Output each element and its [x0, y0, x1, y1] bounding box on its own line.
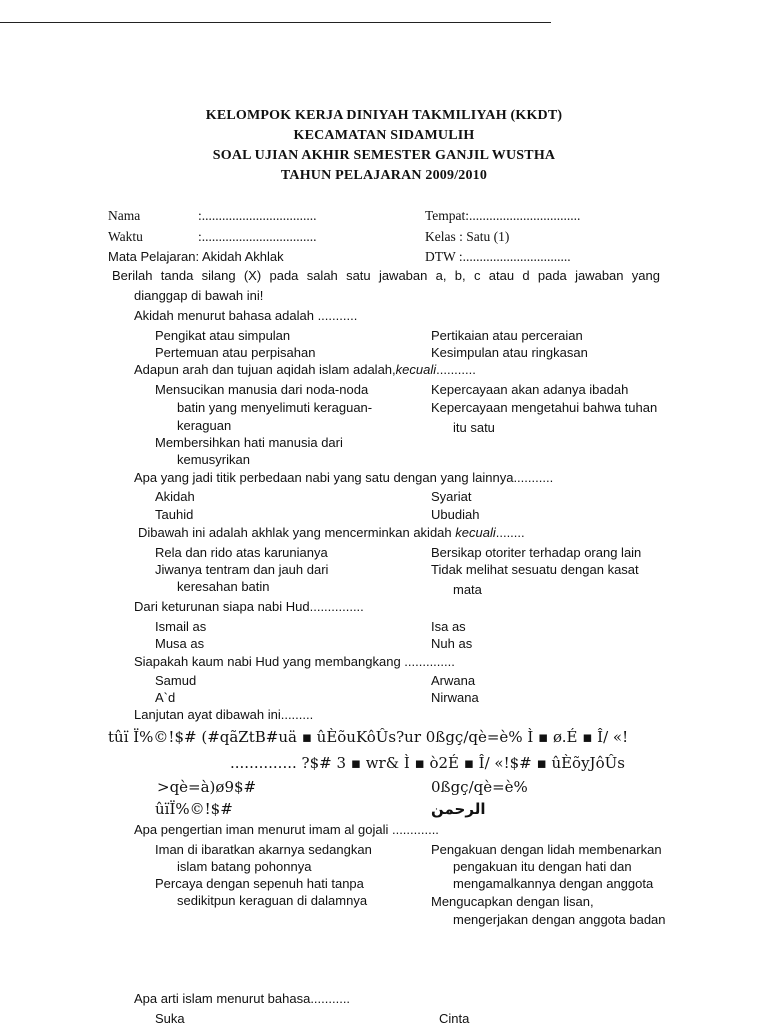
q2-option-c: Kepercayaan akan adanya ibadah	[431, 382, 629, 397]
instruction-line-1: Berilah tanda silang (X) pada salah satu jawaban a, b, c atau d pada jawaban yang	[112, 268, 660, 283]
q8-option-a-line1: Iman di ibaratkan akarnya sedangkan	[155, 842, 372, 857]
q8-option-a-line2: islam batang pohonnya	[177, 859, 312, 874]
dtw-field: DTW :................................	[425, 249, 571, 264]
q2-option-b-line2: kemusyrikan	[177, 452, 250, 467]
q2-option-b-line1: Membersihkan hati manusia dari	[155, 435, 343, 450]
header-line-1: KELOMPOK KERJA DINIYAH TAKMILIYAH (KKDT)	[205, 108, 563, 123]
q7-option-d: الرحمن	[431, 800, 486, 818]
header-line-3: SOAL UJIAN AKHIR SEMESTER GANJIL WUSTHA	[212, 148, 556, 163]
q4-option-b-line1: Jiwanya tentram dan jauh dari	[155, 562, 329, 577]
question-2	[134, 362, 476, 378]
question-4	[138, 525, 525, 541]
q1-option-b: Pertemuan atau perpisahan	[155, 345, 316, 360]
kelas-field: Kelas : Satu (1)	[425, 229, 510, 244]
q7-option-c: 0ßgç/qè=è%	[431, 778, 528, 796]
waktu-field: :..................................	[198, 229, 317, 244]
q4-option-b-line2: keresahan batin	[177, 579, 270, 594]
question-5: Dari keturunan siapa nabi Hud...............	[134, 599, 364, 614]
q6-option-a: Samud	[155, 673, 197, 688]
question-1: Akidah menurut bahasa adalah ...........	[134, 308, 358, 323]
q4-text: Dibawah ini adalah akhlak yang mencerminkan akidah	[138, 525, 452, 540]
q4-option-d-line2: mata	[453, 582, 482, 597]
tempat-field: Tempat:.................................	[425, 208, 581, 223]
q4-kecuali: kecuali	[455, 525, 496, 540]
mapel-field: Mata Pelajaran: Akidah Akhlak	[108, 249, 284, 264]
q6-option-d: Nirwana	[431, 690, 479, 705]
question-3: Apa yang jadi titik perbedaan nabi yang satu dengan yang lainnya...........	[134, 470, 554, 485]
q8-option-b-line1: Percaya dengan sepenuh hati tanpa	[155, 876, 364, 891]
q4-option-a: Rela dan rido atas karunianya	[155, 545, 328, 560]
q2-text: Adapun arah dan tujuan aqidah islam adalah,	[134, 362, 396, 377]
question-7: Lanjutan ayat dibawah ini.........	[134, 707, 314, 722]
q6-option-c: Arwana	[431, 673, 476, 688]
q3-option-c: Syariat	[431, 489, 472, 504]
header-line-4: TAHUN PELAJARAN 2009/2010	[280, 168, 488, 183]
instruction-line-2: dianggap di bawah ini!	[134, 288, 264, 303]
q9-option-c: Cinta	[439, 1011, 470, 1026]
q3-option-a: Akidah	[155, 489, 195, 504]
q8-option-c-line1: Pengakuan dengan lidah membenarkan	[431, 842, 662, 857]
q6-option-b: A`d	[155, 690, 176, 705]
q3-option-d: Ubudiah	[431, 507, 480, 522]
q1-option-a: Pengikat atau simpulan	[155, 328, 291, 343]
q3-option-b: Tauhid	[155, 507, 194, 522]
q2-option-a-line1: Mensucikan manusia dari noda-noda	[155, 382, 369, 397]
q8-option-b-line2: sedikitpun keraguan di dalamnya	[177, 893, 368, 908]
nama-label: Nama	[108, 208, 141, 223]
q9-option-a: Suka	[155, 1011, 185, 1026]
question-9: Apa arti islam menurut bahasa...........	[134, 991, 351, 1006]
q8-option-d-line2: mengerjakan dengan anggota badan	[453, 912, 666, 927]
question-6: Siapakah kaum nabi Hud yang membangkang ..............	[134, 654, 455, 669]
header-line-2: KECAMATAN SIDAMULIH	[293, 128, 475, 143]
q8-option-d-line1: Mengucapkan dengan lisan,	[431, 894, 594, 909]
q8-option-c-line2: pengakuan itu dengan hati dan	[453, 859, 632, 874]
q4-option-d-line1: Tidak melihat sesuatu dengan kasat	[431, 562, 639, 577]
q7-option-a: >qè=à)ø9$#	[157, 778, 257, 796]
q7-verse-line1: tûï Ï%©!$# (#qãZtB#uä ▪ ûÈõuKôÛs?ur 0ßgç/qè=è% Ì ▪ ø.É ▪ Î/ «!	[108, 728, 629, 746]
top-rule	[0, 22, 551, 23]
q2-option-d-line1: Kepercayaan mengetahui bahwa tuhan	[431, 400, 658, 415]
question-8: Apa pengertian iman menurut imam al gojali .............	[134, 822, 439, 837]
nama-field: :..................................	[198, 208, 317, 223]
q2-kecuali: kecuali	[395, 362, 437, 377]
q7-verse-line2: .............. ?$# 3 ▪ wr& Ì ▪ ò2É ▪ Î/ «!$# ▪ ûÈõyJôÛs	[230, 754, 625, 772]
q2-option-a-line2: batin yang menyelimuti keraguan-	[177, 400, 373, 415]
q1-option-d: Kesimpulan atau ringkasan	[431, 345, 588, 360]
q2-dots: ...........	[436, 362, 476, 377]
waktu-label: Waktu	[108, 229, 143, 244]
q2-option-d-line2: itu satu	[453, 420, 495, 435]
q4-option-c: Bersikap otoriter terhadap orang lain	[431, 545, 642, 560]
q5-option-a: Ismail as	[155, 619, 207, 634]
q5-option-b: Musa as	[155, 636, 205, 651]
q1-option-c: Pertikaian atau perceraian	[431, 328, 583, 343]
q8-option-c-line3: mengamalkannya dengan anggota	[453, 876, 654, 891]
q2-option-a-line3: keraguan	[177, 418, 232, 433]
q5-option-d: Nuh as	[431, 636, 473, 651]
q5-option-c: Isa as	[431, 619, 466, 634]
q7-option-b: ûïÏ%©!$#	[155, 800, 233, 818]
q4-dots: ........	[495, 525, 525, 540]
